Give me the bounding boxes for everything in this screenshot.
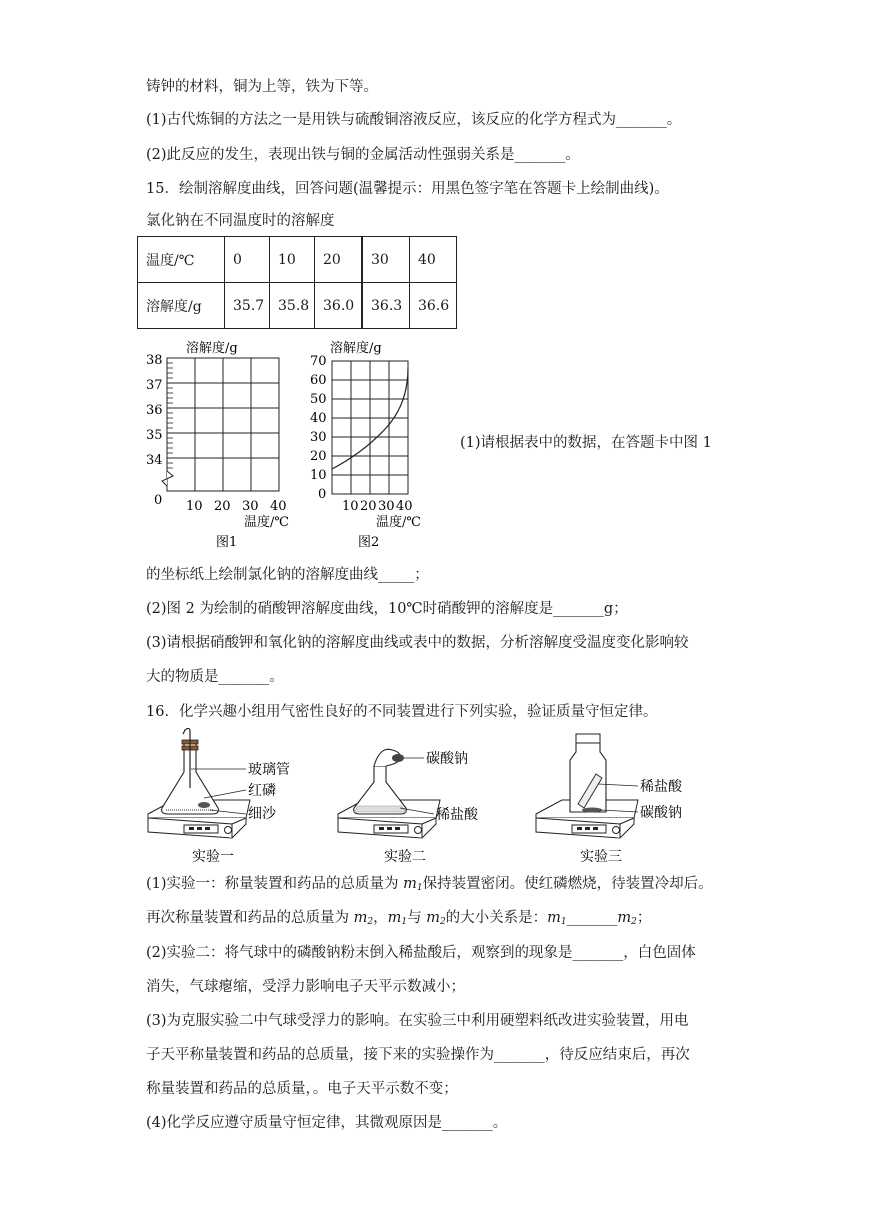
- fig1-ytick: 38: [146, 353, 163, 368]
- q16-part1a: [146, 874, 713, 898]
- q15-part3a: (3)请根据硝酸钾和氧化钠的溶解度曲线或表中的数据，分析溶解度受温度变化影响较: [146, 635, 689, 651]
- table-row: [138, 283, 457, 329]
- m1-symbol: m: [387, 910, 402, 926]
- q15-part2: (2)图 2 为绘制的硝酸钾溶解度曲线，10℃时硝酸钾的溶解度是_______g；: [146, 601, 628, 617]
- exp2-label: 稀盐酸: [436, 807, 478, 823]
- q16-part2b: 消失，气球瘪缩，受浮力影响电子天平示数减小；: [146, 979, 465, 995]
- table-cell: 36.3: [362, 283, 410, 329]
- fig1-ylabel: 溶解度/g: [186, 341, 238, 356]
- table-cell: 0: [225, 237, 270, 283]
- table-cell: 40: [410, 237, 457, 283]
- fig2-xlabel: 温度/℃: [376, 515, 421, 530]
- m2-symbol: m: [353, 910, 368, 926]
- q15-title: 15．绘制溶解度曲线，回答问题(温馨提示：用黑色签字笔在答题卡上绘制曲线)。: [146, 181, 669, 197]
- q16-part3c: 称量装置和药品的总质量，。电子天平示数不变；: [146, 1081, 458, 1097]
- subscript: 1: [416, 883, 423, 893]
- experiment-3-apparatus: [532, 728, 712, 868]
- figure-1-grid: [140, 336, 300, 552]
- fig2-ytick: 0: [318, 487, 327, 502]
- q15-part3b: 大的物质是_______。: [146, 669, 284, 685]
- fig1-xtick: 10: [186, 499, 203, 514]
- fig2-xtick: 40: [396, 499, 413, 514]
- subscript: 2: [631, 917, 637, 927]
- q15-part1-cont: 的坐标纸上绘制氯化钠的溶解度曲线_____；: [146, 567, 429, 583]
- answer-blank: _______: [566, 910, 618, 926]
- fig2-ytick: 20: [310, 449, 327, 464]
- m2-symbol: m: [617, 910, 632, 926]
- q16-title: 16．化学兴趣小组用气密性良好的不同装置进行下列实验，验证质量守恒定律。: [146, 704, 658, 720]
- fig2-ylabel: 溶解度/g: [330, 341, 382, 356]
- text: ，: [373, 910, 388, 926]
- subscript: 2: [367, 917, 374, 927]
- exp1-label: 玻璃管: [248, 762, 290, 778]
- subscript: 2: [439, 917, 446, 927]
- exp1-label: 细沙: [248, 806, 276, 822]
- text: ；: [636, 910, 652, 926]
- fig1-xtick: 30: [242, 499, 259, 514]
- table-header-label: 温度/℃: [138, 237, 225, 283]
- exp1-caption: 实验一: [192, 849, 234, 865]
- table-cell: 30: [362, 237, 410, 283]
- q16-part4: (4)化学反应遵守质量守恒定律，其微观原因是_______。: [146, 1115, 508, 1131]
- fig2-ytick: 40: [310, 411, 327, 426]
- table-cell: 20: [315, 237, 363, 283]
- table-row-label: 溶解度/g: [138, 283, 225, 329]
- fig2-xtick: 30: [378, 499, 395, 514]
- fig1-origin: 0: [154, 493, 163, 508]
- exp3-label: 稀盐酸: [640, 779, 682, 795]
- text: 再次称量装置和药品的总质量为: [146, 910, 354, 926]
- fig2-xtick: 10: [342, 499, 359, 514]
- table-cell: 36.6: [410, 283, 457, 329]
- fig1-xtick: 40: [270, 499, 287, 514]
- fig1-ytick: 36: [146, 403, 163, 418]
- fig1-xlabel: 温度/℃: [244, 515, 289, 530]
- table-cell: 10: [270, 237, 315, 283]
- subscript: 1: [560, 917, 567, 927]
- table-cell: 36.0: [315, 283, 363, 329]
- exp3-caption: 实验三: [580, 849, 622, 865]
- exp2-label: 碳酸钠: [426, 751, 468, 767]
- intro-line: 铸钟的材料，铜为上等，铁为下等。: [146, 79, 378, 95]
- fig2-ytick: 50: [310, 392, 327, 407]
- table-caption: 氯化钠在不同温度时的溶解度: [146, 213, 335, 229]
- solubility-table: [137, 236, 457, 329]
- m2-symbol: m: [426, 910, 440, 926]
- q15-side-text: (1)请根据表中的数据，在答题卡中图 1: [460, 435, 712, 451]
- m1-symbol: m: [547, 910, 561, 926]
- m1-symbol: m: [403, 876, 417, 892]
- fig2-caption: 图2: [358, 535, 380, 550]
- fig1-ytick: 37: [146, 378, 163, 393]
- figure-2-curve: [302, 336, 442, 552]
- q16-part1b: [146, 908, 651, 932]
- experiment-2-apparatus: [334, 728, 504, 868]
- q14-part2: (2)此反应的发生，表现出铁与铜的金属活动性强弱关系是_______。: [146, 147, 580, 163]
- exp2-caption: 实验二: [384, 849, 426, 865]
- fig1-xtick: 20: [214, 499, 231, 514]
- text: 与: [407, 910, 427, 926]
- q16-part2a: (2)实验二：将气球中的磷酸钠粉末倒入稀盐酸后，观察到的现象是_______，白色固体: [146, 945, 696, 961]
- q16-part3b: 子天平称量装置和药品的总质量，接下来的实验操作为_______，待反应结束后，再次: [146, 1047, 690, 1063]
- q16-part3a: (3)为克服实验二中气球受浮力的影响。在实验三中利用硬塑料纸改进实验装置，用电: [146, 1013, 689, 1029]
- text: 的大小关系是：: [445, 910, 548, 926]
- exp3-label: 碳酸钠: [640, 805, 682, 821]
- table-cell: 35.7: [225, 283, 270, 329]
- fig1-ytick: 34: [146, 453, 163, 468]
- fig1-caption: 图1: [216, 535, 238, 550]
- text: (1)实验一：称量装置和药品的总质量为: [146, 876, 404, 892]
- table-cell: 35.8: [270, 283, 315, 329]
- experiment-1-apparatus: [144, 728, 314, 868]
- fig2-ytick: 60: [310, 373, 327, 388]
- fig2-ytick: 30: [310, 430, 327, 445]
- fig1-ytick: 35: [146, 428, 163, 443]
- fig2-xtick: 20: [360, 499, 377, 514]
- text: 保持装置密闭。使红磷燃烧，待装置冷却后。: [422, 876, 713, 892]
- q14-part1: (1)古代炼铜的方法之一是用铁与硫酸铜溶液反应，该反应的化学方程式为_______。: [146, 112, 682, 128]
- subscript: 1: [401, 917, 408, 927]
- fig2-ytick: 10: [310, 468, 327, 483]
- fig2-ytick: 70: [310, 354, 327, 369]
- exp1-label: 红磷: [248, 783, 276, 799]
- table-row: [138, 237, 457, 283]
